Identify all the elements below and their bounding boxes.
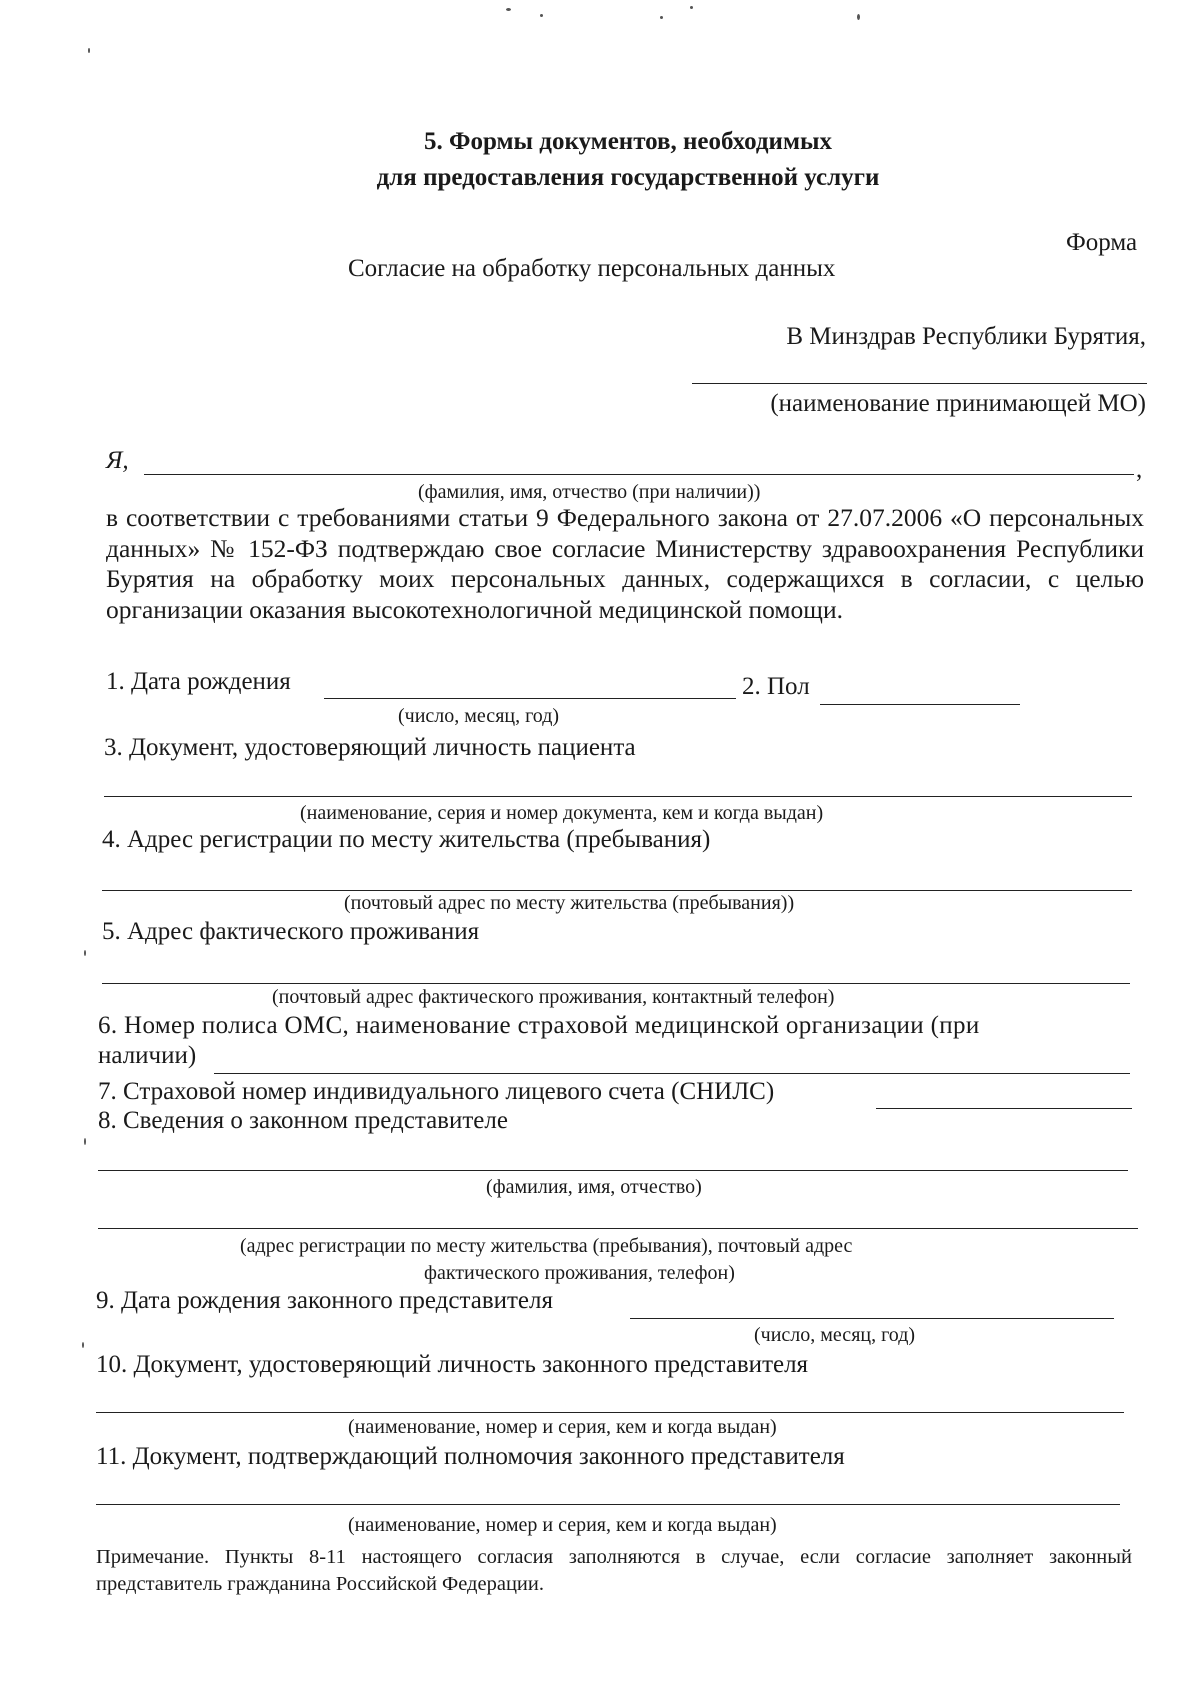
- rep-birth-label: 9. Дата рождения законного представителя: [96, 1287, 554, 1314]
- scan-speck: [88, 48, 90, 53]
- scan-speck: [82, 1342, 84, 1348]
- snils-label: 7. Страховой номер индивидуального лицевого счета (СНИЛС): [98, 1078, 775, 1105]
- scan-speck: [84, 1138, 86, 1145]
- scan-speck: [857, 14, 860, 20]
- applicant-prefix: Я,: [106, 447, 129, 474]
- consent-paragraph: в соответствии с требованиями статьи 9 Федерального закона от 27.07.2006 «О персональных данных» № 152-ФЗ подтверждаю свое согласие Министерству здравоохранения Республики Бурятия на обработку моих персональных данных, содержащихся в согласии, с целью организации оказания высокотехнологичной медицинской помощи.: [106, 503, 1144, 624]
- scan-speck: [540, 14, 543, 17]
- rep-id-doc-caption: (наименование, номер и серия, кем и когда выдан): [348, 1416, 777, 1438]
- rep-info-label: 8. Сведения о законном представителе: [98, 1107, 508, 1134]
- section-title-line2: для предоставления государственной услуги: [376, 164, 880, 191]
- addressee-caption: (наименование принимающей МО): [770, 390, 1146, 417]
- form-label: Форма: [1066, 229, 1138, 256]
- reg-address-caption: (почтовый адрес по месту жительства (пребывания)): [344, 892, 795, 914]
- actual-address-caption: (почтовый адрес фактического проживания, контактный телефон): [272, 986, 835, 1008]
- snils-line: [876, 1108, 1132, 1109]
- applicant-name-line: [144, 474, 1134, 475]
- footnote: Примечание. Пункты 8-11 настоящего согласия заполняются в случае, если согласие заполняет законный представитель гражданина Российской Федерации.: [96, 1546, 1132, 1595]
- oms-label-line1: 6. Номер полиса ОМС, наименование страховой медицинской организации (при: [98, 1012, 980, 1039]
- scan-speck: [660, 16, 663, 19]
- rep-birth-caption: (число, месяц, год): [754, 1324, 916, 1346]
- actual-address-label: 5. Адрес фактического проживания: [102, 918, 480, 945]
- oms-line: [214, 1073, 1130, 1074]
- section-title-line1: 5. Формы документов, необходимых: [424, 128, 832, 155]
- rep-address-caption-line2: фактического проживания, телефон): [424, 1262, 735, 1284]
- applicant-caption: (фамилия, имя, отчество (при наличии)): [418, 481, 761, 503]
- id-doc-line: [104, 796, 1132, 797]
- rep-birth-line: [630, 1318, 1114, 1319]
- applicant-line-end: ,: [1136, 456, 1143, 483]
- scan-speck: [690, 6, 693, 9]
- addressee-text: В Минздрав Республики Бурятия,: [786, 323, 1146, 350]
- addressee-line: [692, 383, 1147, 384]
- rep-authority-label: 11. Документ, подтверждающий полномочия законного представителя: [96, 1443, 845, 1470]
- oms-label-line2: наличии): [98, 1042, 197, 1069]
- rep-address-caption-line1: (адрес регистрации по месту жительства (пребывания), почтовый адрес: [240, 1235, 853, 1257]
- reg-address-line: [102, 890, 1132, 891]
- scan-speck: [84, 950, 86, 956]
- rep-id-doc-label: 10. Документ, удостоверяющий личность законного представителя: [96, 1351, 809, 1378]
- rep-id-doc-line: [96, 1412, 1124, 1413]
- id-doc-label: 3. Документ, удостоверяющий личность пациента: [104, 734, 636, 761]
- birth-date-label: 1. Дата рождения: [106, 668, 291, 695]
- consent-title: Согласие на обработку персональных данных: [348, 255, 836, 282]
- scan-speck: [506, 8, 511, 11]
- sex-label: 2. Пол: [742, 673, 810, 700]
- rep-address-line: [98, 1228, 1138, 1229]
- sex-line: [820, 704, 1020, 705]
- actual-address-line: [102, 983, 1130, 984]
- id-doc-caption: (наименование, серия и номер документа, кем и когда выдан): [300, 802, 824, 824]
- rep-authority-line: [96, 1504, 1120, 1505]
- reg-address-label: 4. Адрес регистрации по месту жительства (пребывания): [102, 826, 711, 853]
- birth-date-line: [324, 698, 736, 699]
- birth-date-caption: (число, месяц, год): [398, 705, 560, 727]
- rep-name-caption: (фамилия, имя, отчество): [486, 1176, 702, 1198]
- rep-authority-caption: (наименование, номер и серия, кем и когда выдан): [348, 1514, 777, 1536]
- rep-name-line: [98, 1170, 1128, 1171]
